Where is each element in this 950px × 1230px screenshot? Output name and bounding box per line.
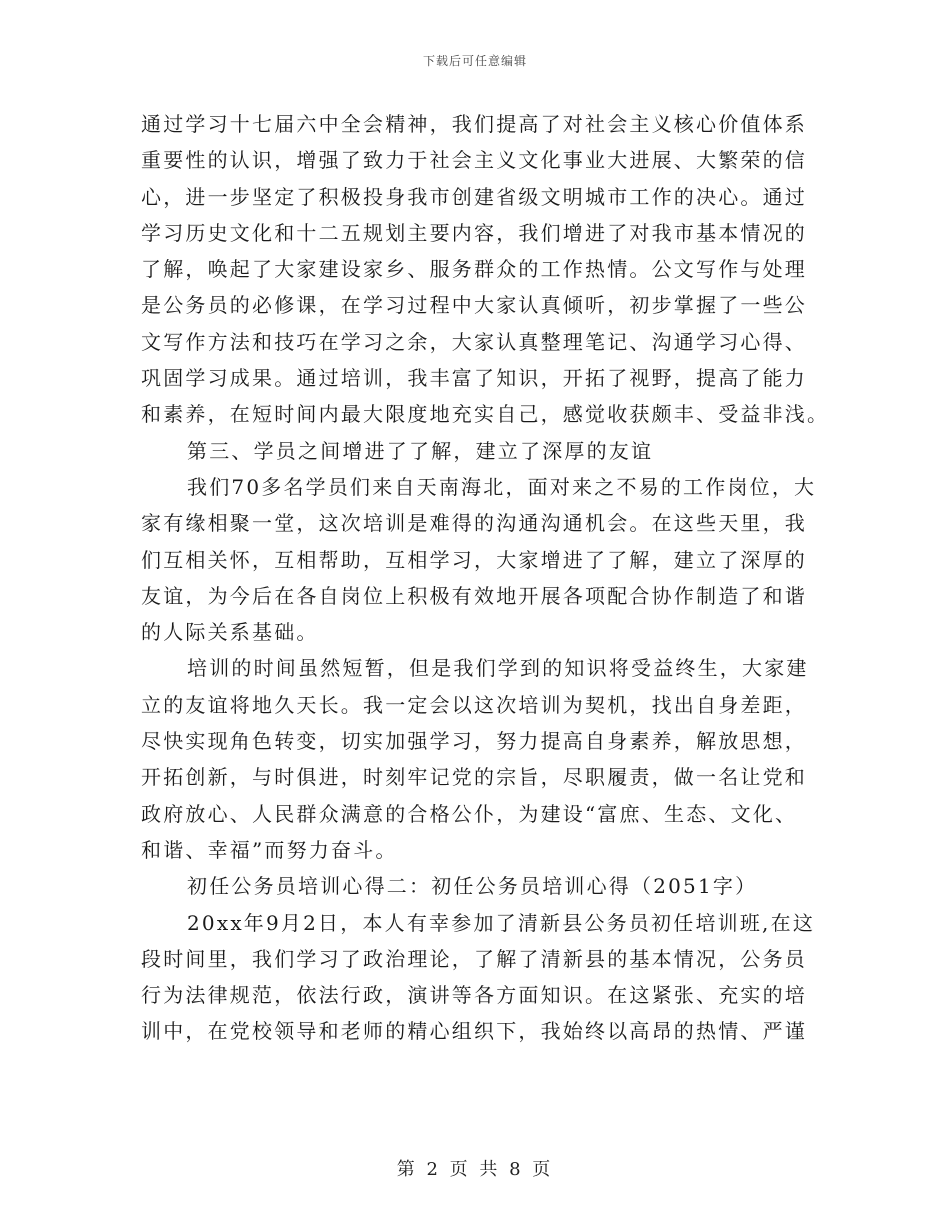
text-line: 20xx年9月2日，本人有幸参加了清新县公务员初任培训班,在这 — [187, 910, 816, 935]
paragraph — [141, 469, 817, 650]
page-header-note: 下载后可任意编辑 — [422, 54, 527, 68]
text-line: 立的友谊将地久天长。我一定会以这次培训为契机，找出自身差距， — [141, 692, 807, 717]
text-line: 友谊，为今后在各自岗位上积极有效地开展各项配合协作制造了和谐 — [141, 583, 807, 608]
paragraph — [141, 650, 811, 868]
text-line: 家有缘相聚一堂，这次培训是难得的沟通沟通机会。在这些天里，我 — [141, 511, 807, 536]
page-number: 第 2 页 共 8 页 — [396, 1159, 554, 1180]
text-line: 训中，在党校领导和老师的精心组织下，我始终以高昂的热情、严谨 — [141, 1019, 807, 1044]
section-heading — [141, 433, 811, 469]
text-line: 的人际关系基础。 — [141, 620, 319, 645]
text-line: 重要性的认识，增强了致力于社会主义文化事业大进展、大繁荣的信 — [141, 148, 807, 173]
text-line: 开拓创新，与时俱进，时刻牢记党的宗旨，尽职履责，做一名让党和 — [141, 765, 807, 790]
text-line: 通过学习十七届六中全会精神，我们提高了对社会主义核心价值体系 — [141, 112, 807, 136]
text-line: 和素养，在短时间内最大限度地充实自己，感觉收获颇丰、受益非浅。 — [141, 402, 830, 427]
text-line: 初任公务员培训心得二：初任公务员培训心得（2051字） — [187, 874, 758, 899]
text-line: 们互相关怀，互相帮助，互相学习，大家增进了了解，建立了深厚的 — [141, 547, 807, 572]
section-heading — [141, 868, 811, 904]
text-line: 学习历史文化和十二五规划主要内容，我们增进了对我市基本情况的 — [141, 220, 807, 245]
paragraph — [141, 106, 830, 433]
text-line: 第三、学员之间增进了了解，建立了深厚的友谊 — [187, 438, 654, 463]
paragraph — [141, 905, 816, 1050]
text-line: 培训的时间虽然短暂，但是我们学到的知识将受益终生，大家建 — [187, 656, 809, 681]
text-line: 我们70多名学员们来自天南海北，面对来之不易的工作岗位，大 — [187, 474, 817, 499]
text-line: 了解，唤起了大家建设家乡、服务群众的工作热情。公文写作与处理 — [141, 257, 807, 282]
text-line: 心，进一步坚定了积极投身我市创建省级文明城市工作的决心。通过 — [141, 184, 807, 209]
text-line: 和谐、幸福”而努力奋斗。 — [141, 837, 398, 862]
text-line: 尽快实现角色转变，切实加强学习，努力提高自身素养，解放思想， — [141, 729, 807, 754]
text-line: 行为法律规范，依法行政，演讲等各方面知识。在这紧张、充实的培 — [141, 983, 807, 1008]
text-line: 是公务员的必修课，在学习过程中大家认真倾听，初步掌握了一些公 — [141, 293, 807, 318]
text-line: 段时间里，我们学习了政治理论，了解了清新县的基本情况，公务员 — [141, 946, 807, 971]
text-line: 政府放心、人民群众满意的合格公仆，为建设“富庶、生态、文化、 — [141, 801, 798, 826]
document-body — [141, 106, 830, 1050]
text-line: 巩固学习成果。通过培训，我丰富了知识，开拓了视野，提高了能力 — [141, 366, 807, 391]
text-line: 文写作方法和技巧在学习之余，大家认真整理笔记、沟通学习心得、 — [141, 329, 807, 354]
